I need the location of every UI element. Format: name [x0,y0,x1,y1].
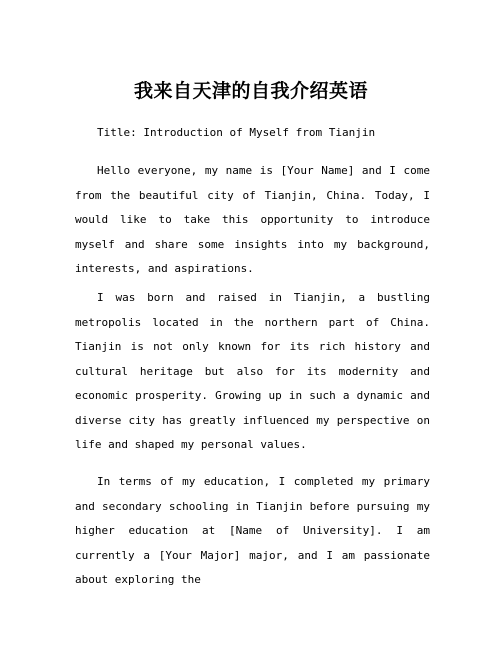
document-subtitle: Title: Introduction of Myself from Tianjin [97,126,376,139]
paragraph-introduction: Hello everyone, my name is [Your Name] and I come from the beautiful city of Tianjin, China. Today, I would like to take this opportunity to introduce myself and share some insights into my background, interests, and aspirations. [75,164,430,275]
document-title: 我来自天津的自我介绍英语 [133,80,368,102]
paragraph-education: In terms of my education, I completed my primary and secondary schooling in Tianjin before pursuing my higher education at [Name of University]. I am currently a [Your Major] major, and I am passionate about exploring the [75,475,430,586]
paragraph-background: I was born and raised in Tianjin, a bustling metropolis located in the northern part of China. Tianjin is not only known for its rich history and cultural heritage but also for its modernity and economic prosperity. Growing up in such a dynamic and diverse city has greatly influenced my perspective on life and shaped my personal values. [75,291,430,451]
